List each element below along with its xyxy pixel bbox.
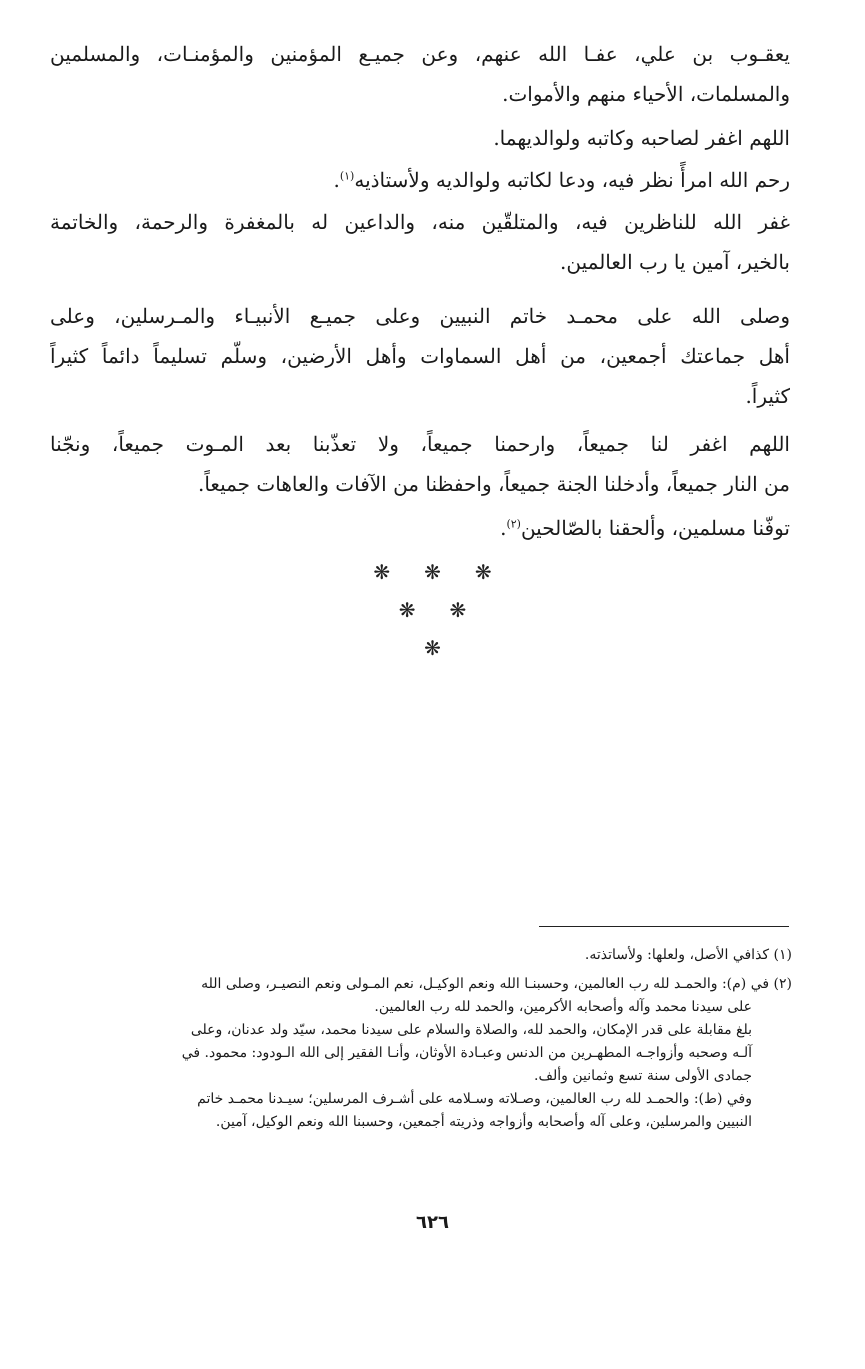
text-segment: . <box>333 168 340 192</box>
text-line: غفر الله للناظرين فيه، والمتلقّين منه، والداعين له بالمغفرة والرحمة، والخاتمة <box>50 210 790 234</box>
asterism-icon: ❋ <box>424 560 441 584</box>
footnote-line: آلـه وصحبه وأزواجـه المطهـرين من الدنس وعبـادة الأوثان، وأنـا الفقير إلى الله الـودود: محمود. في <box>181 1045 752 1061</box>
ornament-row-3 <box>0 636 865 660</box>
footnotes <box>50 944 792 1140</box>
footnote-1 <box>50 944 792 967</box>
text-segment: رحم الله امرأً نظر فيه، ودعا لكاتبه ولوالديه ولأستاذيه <box>354 168 790 192</box>
text-line: بالخير، آمين يا رب العالمين. <box>560 250 790 274</box>
footnote-line: على سيدنا محمد وآله وأصحابه الأكرمين، والحمد لله رب العالمين. <box>374 999 752 1015</box>
paragraph-final-prayer <box>50 508 790 548</box>
text-segment: . <box>500 516 507 540</box>
paragraph-forgiveness <box>50 202 790 282</box>
text-line: يعقـوب بن علي، عفـا الله عنهم، وعن جميـع المؤمنين والمؤمنـات، والمسلمين <box>50 42 790 66</box>
footnote-line: (٢) في (م): والحمـد لله رب العالمين، وحسبنـا الله ونعم الوكيـل، نعم المـولى ونعم النصيـر، وصلى الله <box>201 976 792 992</box>
footnote-ref-1: (١) <box>339 169 355 183</box>
asterism-icon: ❋ <box>424 636 441 660</box>
footnote-line: وفي (ط): والحمـد لله رب العالمين، وصـلاته وسـلامه على أشـرف المرسلين؛ سيـدنا محمـد خاتم <box>197 1091 752 1107</box>
ornament-row-1 <box>0 560 865 584</box>
footnote-2 <box>50 973 792 1134</box>
text-line <box>50 160 790 200</box>
text-line: أهل جماعتك أجمعين، من أهل السماوات وأهل الأرضين، وسلّم تسليماً دائماً كثيراً <box>50 344 790 368</box>
footnote-line: النبيين والمرسلين، وعلى آله وأصحابه وأزواجه وذريته أجمعين، وحسبنا الله ونعم الوكيل، آمين. <box>215 1114 752 1130</box>
text-line: اللهم اغفر لصاحبه وكاتبه ولوالديهما. <box>493 126 790 150</box>
footnote-separator <box>539 926 789 927</box>
text-line <box>50 508 790 548</box>
text-line: والمسلمات، الأحياء منهم والأموات. <box>502 82 790 106</box>
paragraph-mercy-reader <box>50 160 790 200</box>
asterism-icon: ❋ <box>474 560 492 584</box>
paragraph-prayer-writer <box>50 118 790 158</box>
text-line: وصلى الله على محمـد خاتم النبيين وعلى جميـع الأنبيـاء والمـرسلين، وعلى <box>50 304 790 328</box>
asterism-icon: ❋ <box>449 598 467 622</box>
footnote-line: بلغ مقابلة على قدر الإمكان، والحمد لله، والصلاة والسلام على سيدنا محمد، سيّد ولد عدنان، وعلى <box>190 1022 752 1038</box>
paragraph-salutations <box>50 296 790 416</box>
footnote-ref-2: (٢) <box>506 517 521 531</box>
footnote-line: (١) كذافي الأصل، ولعلها: ولأساتذته. <box>584 947 792 963</box>
text-line: من النار جميعاً، وأدخلنا الجنة جميعاً، واحفظنا من الآفات والعاهات جميعاً. <box>197 472 790 496</box>
text-line: كثيراً. <box>745 384 790 408</box>
text-segment: توفّنا مسلمين، وألحقنا بالصّالحين <box>520 516 790 540</box>
footnote-line: جمادى الأولى سنة تسع وثمانين وألف. <box>534 1068 752 1084</box>
paragraph-closing-names <box>50 34 790 114</box>
paragraph-supplication <box>50 424 790 504</box>
ornament-row-2 <box>0 598 865 622</box>
page-number: ٦٢٦ <box>416 1212 449 1233</box>
asterism-icon: ❋ <box>373 560 391 584</box>
text-line: اللهم اغفر لنا جميعاً، وارحمنا جميعاً، ولا تعذّبنا بعد المـوت جميعاً، ونجّنا <box>50 432 790 456</box>
asterism-icon: ❋ <box>398 598 416 622</box>
